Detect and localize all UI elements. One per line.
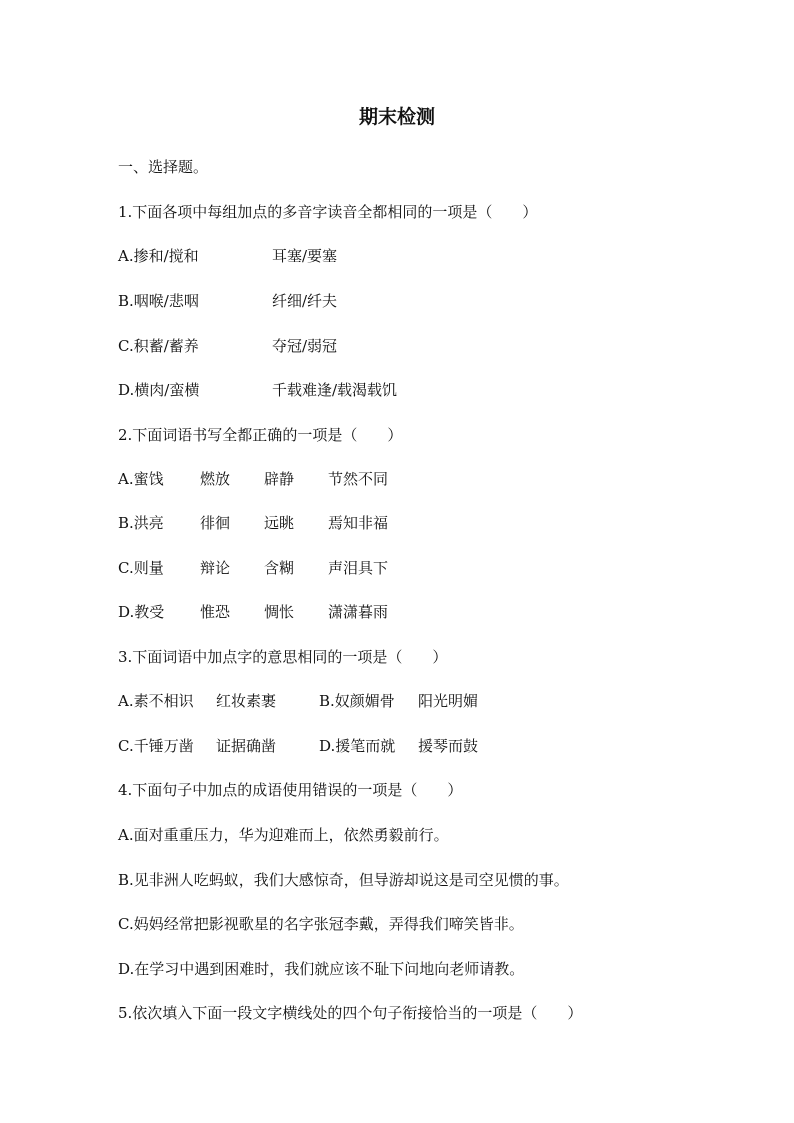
option-word: 阳光明媚 xyxy=(418,692,479,710)
option-word: 惆怅 xyxy=(264,603,295,621)
question-1-stem: 1.下面各项中每组加点的多音字读音全都相同的一项是（ ） xyxy=(118,203,538,221)
option-word: D.援笔而就 xyxy=(319,737,396,755)
option-part: A.掺和/搅和 xyxy=(118,247,199,265)
option-word: D.教受 xyxy=(118,603,165,621)
option-part: C.积蓄/蓄养 xyxy=(118,337,199,355)
question-4-option-b: B.见非洲人吃蚂蚁，我们大感惊奇，但导游却说这是司空见惯的事。 xyxy=(118,871,569,889)
question-4-option-d: D.在学习中遇到困难时，我们就应该不耻下问地向老师请教。 xyxy=(118,960,525,978)
option-word: 焉知非福 xyxy=(328,514,389,532)
option-part: 耳塞/要塞 xyxy=(272,247,338,265)
option-word: C.千锤万凿 xyxy=(118,737,194,755)
option-part: D.横肉/蛮横 xyxy=(118,381,200,399)
option-word: 援琴而鼓 xyxy=(418,737,479,755)
question-4-stem: 4.下面句子中加点的成语使用错误的一项是（ ） xyxy=(118,781,463,799)
option-word: 远眺 xyxy=(264,514,295,532)
option-word: B.奴颜媚骨 xyxy=(319,692,395,710)
option-word: 证据确凿 xyxy=(216,737,277,755)
option-word: C.则量 xyxy=(118,559,164,577)
question-2-stem: 2.下面词语书写全都正确的一项是（ ） xyxy=(118,426,403,444)
question-4-option-c: C.妈妈经常把影视歌星的名字张冠李戴，弄得我们啼笑皆非。 xyxy=(118,915,524,933)
question-3-stem: 3.下面词语中加点字的意思相同的一项是（ ） xyxy=(118,648,448,666)
option-word: 徘徊 xyxy=(200,514,231,532)
option-part: 千载难逢/载渴载饥 xyxy=(272,381,398,399)
option-word: B.洪亮 xyxy=(118,514,164,532)
option-word: 节然不同 xyxy=(328,470,389,488)
option-word: 辩论 xyxy=(200,559,231,577)
page-title: 期末检测 xyxy=(358,106,435,128)
option-word: 含糊 xyxy=(264,559,295,577)
option-part: B.咽喉/悲咽 xyxy=(118,292,199,310)
question-4-option-a: A.面对重重压力，华为迎难而上，依然勇毅前行。 xyxy=(118,826,449,844)
section-heading: 一、选择题。 xyxy=(118,158,209,176)
option-part: 纤细/纤夫 xyxy=(272,292,338,310)
option-word: 惟恐 xyxy=(200,603,231,621)
option-word: 潇潇暮雨 xyxy=(328,603,389,621)
option-part: 夺冠/弱冠 xyxy=(272,337,338,355)
option-word: 燃放 xyxy=(200,470,231,488)
question-5-stem: 5.依次填入下面一段文字横线处的四个句子衔接恰当的一项是（ ） xyxy=(118,1004,583,1022)
option-word: A.蜜饯 xyxy=(118,470,164,488)
option-word: 声泪具下 xyxy=(328,559,389,577)
option-word: 红妆素裹 xyxy=(216,692,277,710)
option-word: 辟静 xyxy=(264,470,295,488)
option-word: A.素不相识 xyxy=(118,692,194,710)
